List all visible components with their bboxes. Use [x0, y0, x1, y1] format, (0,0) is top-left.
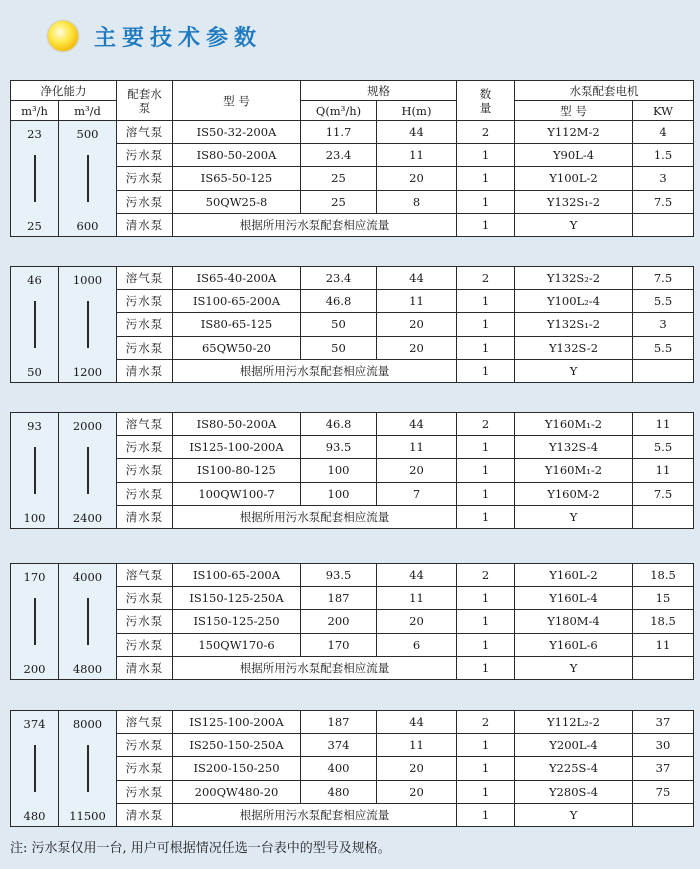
- flow-cell: 23.4: [301, 144, 377, 167]
- power-cell: 11: [633, 633, 694, 656]
- quantity-cell: 1: [457, 734, 515, 757]
- head-cell: 20: [377, 313, 457, 336]
- capacity-max: 1200: [72, 365, 103, 379]
- capacity-range-daily: [59, 711, 117, 827]
- capacity-min: 46: [27, 273, 42, 287]
- table-row: [11, 267, 694, 290]
- header-unit-d: m³/d: [59, 101, 117, 121]
- motor-model-cell: Y160L-4: [515, 587, 633, 610]
- capacity-min: 93: [27, 419, 42, 433]
- motor-model-cell: Y: [515, 803, 633, 826]
- capacity-min: 4000: [72, 570, 103, 584]
- flow-cell: 480: [301, 780, 377, 803]
- range-line: [34, 598, 36, 645]
- flow-cell: 23.4: [301, 267, 377, 290]
- capacity-range-daily: [59, 564, 117, 680]
- power-cell: 7.5: [633, 482, 694, 505]
- pump-type-cell: 清水泵: [117, 505, 173, 528]
- capacity-min: 2000: [72, 419, 103, 433]
- capacity-max: 11500: [69, 809, 106, 823]
- power-cell: [633, 213, 694, 236]
- capacity-range-daily: [59, 121, 117, 237]
- power-cell: 4: [633, 121, 694, 144]
- motor-model-cell: Y: [515, 359, 633, 382]
- capacity-range-daily: [59, 267, 117, 383]
- pump-model-cell: IS200-150-250: [173, 757, 301, 780]
- range-line: [87, 745, 89, 792]
- pump-type-cell: 污水泵: [117, 734, 173, 757]
- footnote: 注: 污水泵仅用一台, 用户可根据情况任选一台表中的型号及规格。: [10, 841, 391, 856]
- flow-cell: 46.8: [301, 290, 377, 313]
- range-line: [87, 598, 89, 645]
- power-cell: [633, 505, 694, 528]
- head-cell: 11: [377, 290, 457, 313]
- pump-type-cell: 污水泵: [117, 144, 173, 167]
- section-title-text: 主要技术参数: [94, 25, 263, 51]
- head-cell: 20: [377, 459, 457, 482]
- power-cell: 18.5: [633, 564, 694, 587]
- quantity-cell: 1: [457, 459, 515, 482]
- quantity-cell: 1: [457, 167, 515, 190]
- capacity-max: 480: [23, 809, 46, 823]
- header-model: 型 号: [173, 81, 301, 121]
- head-cell: 11: [377, 734, 457, 757]
- head-cell: 44: [377, 564, 457, 587]
- quantity-cell: 1: [457, 144, 515, 167]
- capacity-range-daily: [59, 413, 117, 529]
- spec-table-group-4: [10, 563, 694, 680]
- capacity-min: 500: [76, 127, 99, 141]
- power-cell: [633, 656, 694, 679]
- head-cell: 11: [377, 144, 457, 167]
- header-power: KW: [633, 101, 694, 121]
- power-cell: 3: [633, 167, 694, 190]
- header-motor: 水泵配套电机: [515, 81, 694, 101]
- motor-model-cell: Y132S-4: [515, 436, 633, 459]
- motor-model-cell: Y200L-4: [515, 734, 633, 757]
- motor-model-cell: Y225S-4: [515, 757, 633, 780]
- head-cell: 8: [377, 190, 457, 213]
- power-cell: 7.5: [633, 190, 694, 213]
- pump-model-cell: IS125-100-200A: [173, 436, 301, 459]
- pump-type-cell: 污水泵: [117, 757, 173, 780]
- header-quantity: 数量: [457, 81, 515, 121]
- power-cell: 18.5: [633, 610, 694, 633]
- flow-cell: 200: [301, 610, 377, 633]
- pump-model-cell: IS80-65-125: [173, 313, 301, 336]
- header-head: H(m): [377, 101, 457, 121]
- pump-type-cell: 溶气泵: [117, 413, 173, 436]
- flow-cell: 25: [301, 190, 377, 213]
- power-cell: [633, 803, 694, 826]
- power-cell: 5.5: [633, 336, 694, 359]
- table-row: [11, 711, 694, 734]
- pump-model-cell: 150QW170-6: [173, 633, 301, 656]
- pump-model-cell: IS65-40-200A: [173, 267, 301, 290]
- motor-model-cell: Y100L-2: [515, 167, 633, 190]
- motor-model-cell: Y180M-4: [515, 610, 633, 633]
- pump-type-cell: 溶气泵: [117, 564, 173, 587]
- motor-model-cell: Y100L₂-4: [515, 290, 633, 313]
- capacity-max: 2400: [72, 511, 103, 525]
- power-cell: 7.5: [633, 267, 694, 290]
- spec-table-group-2: [10, 266, 694, 383]
- header-motor-model: 型 号: [515, 101, 633, 121]
- spec-table-group-3: [10, 412, 694, 529]
- motor-model-cell: Y132S₂-2: [515, 267, 633, 290]
- pump-type-cell: 污水泵: [117, 290, 173, 313]
- capacity-range-hourly: [11, 267, 59, 383]
- pump-model-cell: IS65-50-125: [173, 167, 301, 190]
- motor-model-cell: Y112L₂-2: [515, 711, 633, 734]
- head-cell: 20: [377, 757, 457, 780]
- range-line: [34, 301, 36, 348]
- pump-model-cell: IS80-50-200A: [173, 144, 301, 167]
- clear-pump-note: 根据所用污水泵配套相应流量: [173, 213, 457, 236]
- quantity-cell: 1: [457, 482, 515, 505]
- motor-model-cell: Y160L-6: [515, 633, 633, 656]
- quantity-cell: 1: [457, 757, 515, 780]
- capacity-range-hourly: [11, 564, 59, 680]
- quantity-cell: 2: [457, 711, 515, 734]
- pump-type-cell: 清水泵: [117, 803, 173, 826]
- pump-type-cell: 清水泵: [117, 359, 173, 382]
- flow-cell: 170: [301, 633, 377, 656]
- head-cell: 20: [377, 610, 457, 633]
- head-cell: 44: [377, 267, 457, 290]
- head-cell: 20: [377, 780, 457, 803]
- clear-pump-note: 根据所用污水泵配套相应流量: [173, 656, 457, 679]
- quantity-cell: 1: [457, 633, 515, 656]
- flow-cell: 374: [301, 734, 377, 757]
- quantity-cell: 2: [457, 413, 515, 436]
- header-spec: 规格: [301, 81, 457, 101]
- pump-type-cell: 污水泵: [117, 190, 173, 213]
- quantity-cell: 2: [457, 267, 515, 290]
- range-line: [87, 447, 89, 494]
- pump-type-cell: 溶气泵: [117, 121, 173, 144]
- pump-type-cell: 清水泵: [117, 656, 173, 679]
- head-cell: 44: [377, 413, 457, 436]
- pump-type-cell: 溶气泵: [117, 711, 173, 734]
- power-cell: 3: [633, 313, 694, 336]
- clear-pump-note: 根据所用污水泵配套相应流量: [173, 505, 457, 528]
- motor-model-cell: Y132S₁-2: [515, 190, 633, 213]
- power-cell: 11: [633, 459, 694, 482]
- head-cell: 6: [377, 633, 457, 656]
- flow-cell: 50: [301, 313, 377, 336]
- quantity-cell: 2: [457, 564, 515, 587]
- quantity-cell: 1: [457, 313, 515, 336]
- section-title: [48, 18, 262, 54]
- capacity-max: 4800: [72, 662, 103, 676]
- quantity-cell: 1: [457, 336, 515, 359]
- quantity-cell: 1: [457, 610, 515, 633]
- range-line: [87, 155, 89, 202]
- pump-model-cell: IS250-150-250A: [173, 734, 301, 757]
- motor-model-cell: Y112M-2: [515, 121, 633, 144]
- capacity-max: 600: [76, 219, 99, 233]
- flow-cell: 11.7: [301, 121, 377, 144]
- quantity-cell: 1: [457, 359, 515, 382]
- capacity-min: 374: [23, 717, 46, 731]
- pump-model-cell: IS50-32-200A: [173, 121, 301, 144]
- range-line: [34, 447, 36, 494]
- power-cell: 5.5: [633, 290, 694, 313]
- capacity-min: 23: [27, 127, 42, 141]
- capacity-max: 200: [23, 662, 46, 676]
- quantity-cell: 1: [457, 780, 515, 803]
- pump-model-cell: IS150-125-250A: [173, 587, 301, 610]
- spec-table-group-5: [10, 710, 694, 827]
- head-cell: 20: [377, 167, 457, 190]
- motor-model-cell: Y90L-4: [515, 144, 633, 167]
- pump-model-cell: IS150-125-250: [173, 610, 301, 633]
- motor-model-cell: Y132S₁-2: [515, 313, 633, 336]
- header-pump-type: 配套水泵: [117, 81, 173, 121]
- capacity-min: 1000: [72, 273, 103, 287]
- header-unit-h: m³/h: [11, 101, 59, 121]
- quantity-cell: 2: [457, 121, 515, 144]
- pump-type-cell: 清水泵: [117, 213, 173, 236]
- flow-cell: 46.8: [301, 413, 377, 436]
- motor-model-cell: Y160L-2: [515, 564, 633, 587]
- pump-type-cell: 污水泵: [117, 633, 173, 656]
- flow-cell: 100: [301, 482, 377, 505]
- pump-model-cell: 65QW50-20: [173, 336, 301, 359]
- bulb-icon: [48, 21, 78, 51]
- motor-model-cell: Y160M-2: [515, 482, 633, 505]
- quantity-cell: 1: [457, 505, 515, 528]
- pump-model-cell: 200QW480-20: [173, 780, 301, 803]
- motor-model-cell: Y: [515, 213, 633, 236]
- power-cell: 1.5: [633, 144, 694, 167]
- pump-model-cell: IS125-100-200A: [173, 711, 301, 734]
- motor-model-cell: Y: [515, 505, 633, 528]
- capacity-max: 25: [27, 219, 42, 233]
- flow-cell: 400: [301, 757, 377, 780]
- pump-type-cell: 污水泵: [117, 167, 173, 190]
- power-cell: 5.5: [633, 436, 694, 459]
- quantity-cell: 1: [457, 190, 515, 213]
- quantity-cell: 1: [457, 436, 515, 459]
- pump-type-cell: 污水泵: [117, 436, 173, 459]
- clear-pump-note: 根据所用污水泵配套相应流量: [173, 359, 457, 382]
- pump-type-cell: 污水泵: [117, 482, 173, 505]
- table-row: [11, 413, 694, 436]
- table-row: [11, 121, 694, 144]
- range-line: [34, 745, 36, 792]
- flow-cell: 187: [301, 711, 377, 734]
- pump-type-cell: 污水泵: [117, 587, 173, 610]
- head-cell: 44: [377, 711, 457, 734]
- pump-model-cell: IS100-65-200A: [173, 564, 301, 587]
- pump-type-cell: 溶气泵: [117, 267, 173, 290]
- motor-model-cell: Y280S-4: [515, 780, 633, 803]
- power-cell: 15: [633, 587, 694, 610]
- capacity-max: 50: [27, 365, 42, 379]
- head-cell: 20: [377, 336, 457, 359]
- spec-table-group-1: [10, 80, 694, 237]
- pump-model-cell: 50QW25-8: [173, 190, 301, 213]
- capacity-max: 100: [23, 511, 46, 525]
- pump-model-cell: 100QW100-7: [173, 482, 301, 505]
- header-flow: Q(m³/h): [301, 101, 377, 121]
- pump-type-cell: 污水泵: [117, 610, 173, 633]
- pump-model-cell: IS80-50-200A: [173, 413, 301, 436]
- quantity-cell: 1: [457, 656, 515, 679]
- head-cell: 44: [377, 121, 457, 144]
- flow-cell: 50: [301, 336, 377, 359]
- range-line: [87, 301, 89, 348]
- quantity-cell: 1: [457, 290, 515, 313]
- pump-model-cell: IS100-80-125: [173, 459, 301, 482]
- motor-model-cell: Y: [515, 656, 633, 679]
- pump-type-cell: 污水泵: [117, 780, 173, 803]
- head-cell: 11: [377, 436, 457, 459]
- quantity-cell: 1: [457, 803, 515, 826]
- head-cell: 11: [377, 587, 457, 610]
- pump-model-cell: IS100-65-200A: [173, 290, 301, 313]
- header-capacity: 净化能力: [11, 81, 117, 101]
- pump-type-cell: 污水泵: [117, 459, 173, 482]
- motor-model-cell: Y132S-2: [515, 336, 633, 359]
- quantity-cell: 1: [457, 587, 515, 610]
- range-line: [34, 155, 36, 202]
- flow-cell: 25: [301, 167, 377, 190]
- capacity-min: 170: [23, 570, 46, 584]
- power-cell: [633, 359, 694, 382]
- power-cell: 30: [633, 734, 694, 757]
- capacity-range-hourly: [11, 121, 59, 237]
- table-row: [11, 564, 694, 587]
- power-cell: 11: [633, 413, 694, 436]
- quantity-cell: 1: [457, 213, 515, 236]
- clear-pump-note: 根据所用污水泵配套相应流量: [173, 803, 457, 826]
- capacity-range-hourly: [11, 413, 59, 529]
- flow-cell: 187: [301, 587, 377, 610]
- capacity-min: 8000: [72, 717, 103, 731]
- flow-cell: 93.5: [301, 564, 377, 587]
- flow-cell: 100: [301, 459, 377, 482]
- power-cell: 75: [633, 780, 694, 803]
- pump-type-cell: 污水泵: [117, 313, 173, 336]
- motor-model-cell: Y160M₁-2: [515, 459, 633, 482]
- pump-type-cell: 污水泵: [117, 336, 173, 359]
- flow-cell: 93.5: [301, 436, 377, 459]
- head-cell: 7: [377, 482, 457, 505]
- capacity-range-hourly: [11, 711, 59, 827]
- motor-model-cell: Y160M₁-2: [515, 413, 633, 436]
- power-cell: 37: [633, 757, 694, 780]
- power-cell: 37: [633, 711, 694, 734]
